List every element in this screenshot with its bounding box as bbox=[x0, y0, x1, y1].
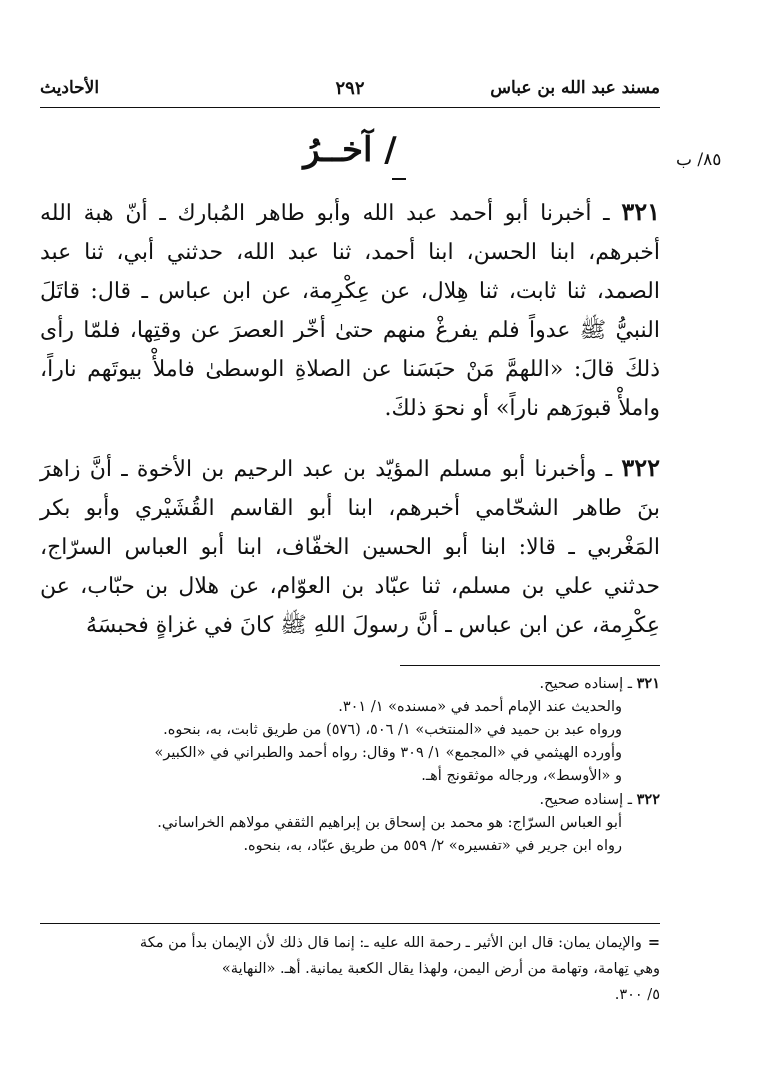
hadith-text: ـ وأخبرنا أبو مسلم المؤيّد بن عبد الرحيم بن الأخوة ـ أنَّ زاهرَ بنَ طاهر الشحّامي أخبرهم، ابنا أبو القاسم القُشَيْري وأبو بكر المَغْربي ـ قالا: ابنا أبو الحسين الخفّاف، ابنا أبو العباس السرّاج، حدثني علي بن مسلم، ثنا عبّاد بن العوّام، عن هلال بن حبّاب، عن عِكْرِمة، عن ابن عباس ـ أنَّ رسولَ اللهِ ﷺ كانَ في غزاةٍ فحبسَهُ bbox=[40, 457, 660, 638]
footnote-line: ورواه عبد بن حميد في «المنتخب» ١/ ٥٠٦، (٥٧٦) من طريق ثابت، به، بنحوه. bbox=[163, 722, 622, 738]
footnote-number: ٣٢١ bbox=[636, 675, 660, 692]
footnote-line: رواه ابن جرير في «تفسيره» ٢/ ٥٥٩ من طريق عبّاد، به، بنحوه. bbox=[243, 838, 622, 854]
continued-footnote bbox=[40, 930, 660, 1008]
footnote-line: =والإيمان يمان: قال ابن الأثير ـ رحمة الله عليه ـ: إنما قال ذلك لأن الإيمان بدأ من مكة bbox=[139, 934, 660, 951]
footnote-divider bbox=[400, 665, 660, 666]
header-divider bbox=[40, 107, 660, 108]
hadith-text: ـ أخبرنا أبو أحمد عبد الله وأبو طاهر المُبارك ـ أنّ هبة الله أخبرهم، ابنا الحسن، ابنا أحمد، ثنا عبد الله، حدثني أبي، ثنا عبد الصمد، ثنا ثابت، ثنا هِلال، عن عِكْرِمة، عن ابن عباس ـ قال: قاتَلَ النبيُّ ﷺ عدواً فلم يفرغْ منهم حتىٰ أخّر العصرَ عن وقتِها، فلمّا رأى ذلكَ قالَ: «اللهمَّ مَنْ حبَسَنا عن الصلاةِ الوسطىٰ فاملأْ بيوتَهم ناراً، واملأْ قبورَهم ناراً» أو نحوَ ذلكَ. bbox=[40, 201, 660, 421]
footnote-line: أبو العباس السرّاج: هو محمد بن إسحاق بن إبراهيم الثقفي مولاهم الخراساني. bbox=[157, 815, 622, 831]
footnote-line: وأورده الهيثمي في «المجمع» ١/ ٣٠٩ وقال: رواه أحمد والطبراني في «الكبير» bbox=[154, 745, 622, 761]
footnote-line: ٣٢٢ ـ إسناده صحيح. bbox=[539, 791, 660, 808]
hadith-number: ٣٢٢ bbox=[621, 453, 660, 482]
hadith-322-paragraph bbox=[40, 448, 660, 645]
title-underline bbox=[392, 178, 406, 180]
page-header bbox=[40, 78, 660, 106]
footnote-line: وهي تِهامة، وتهامة من أرض اليمن، ولهذا يقال الكعبة يمانية. أهـ. «النهاية» bbox=[221, 961, 660, 977]
header-book-title: مسند عبد الله بن عباس bbox=[490, 78, 660, 98]
hadith-321-paragraph bbox=[40, 192, 660, 428]
continuation-marker: = bbox=[647, 934, 660, 951]
footnote-number: ٣٢٢ bbox=[636, 791, 660, 808]
page-number: ٢٩٢ bbox=[335, 78, 365, 99]
footnote-line: ٣٢١ ـ إسناده صحيح. bbox=[539, 675, 660, 692]
header-section-title: الأحاديث bbox=[40, 78, 100, 98]
footnotes bbox=[40, 672, 660, 858]
hadith-number: ٣٢١ bbox=[621, 197, 660, 226]
footnote-line: ٥/ ٣٠٠. bbox=[614, 987, 660, 1003]
continuation-divider bbox=[40, 923, 660, 924]
footnote-line: والحديث عند الإمام أحمد في «مسنده» ١/ ٣٠١. bbox=[338, 699, 622, 715]
section-title: / آخــرُ bbox=[303, 130, 397, 170]
footnote-line: و «الأوسط»، ورجاله موثقونج أهـ. bbox=[421, 768, 622, 784]
margin-folio-note: ٨٥/ ب bbox=[676, 150, 722, 170]
